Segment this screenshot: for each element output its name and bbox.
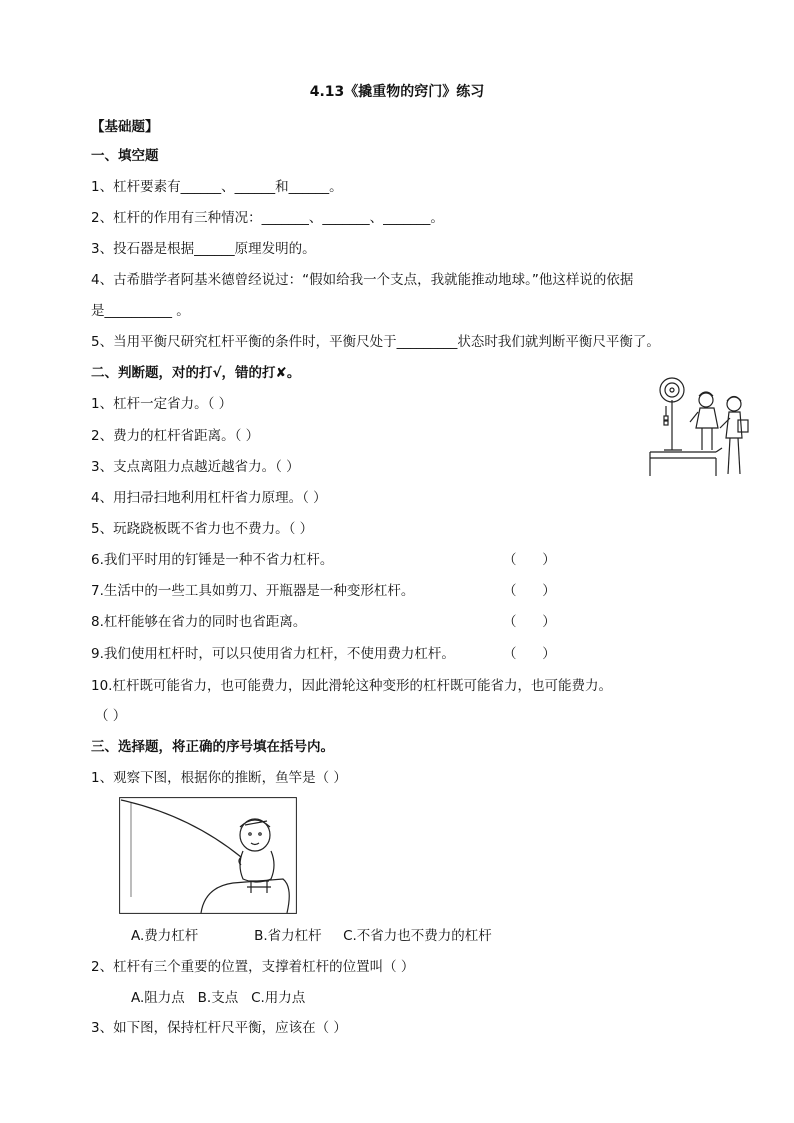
fill-question-2: 2、杠杆的作用有三种情况：_______、_______、_______。	[91, 210, 444, 226]
choice-question-1: 1、观察下图，根据你的推断，鱼竿是（ ）	[91, 770, 347, 786]
choice-question-1-options: A.费力杠杆 B.省力杠杆 C.不省力也不费力的杠杆	[131, 928, 492, 944]
part1-heading: 一、填空题	[91, 148, 159, 164]
judge-question-10-line2: （ ）	[95, 708, 127, 724]
fishing-illustration	[119, 797, 297, 914]
judge-answer-paren-8: （ ）	[503, 614, 556, 630]
judge-answer-paren-9: （ ）	[503, 646, 556, 662]
judge-question-7: 7.生活中的一些工具如剪刀、开瓶器是一种变形杠杆。	[91, 583, 415, 599]
judge-answer-paren-6: （ ）	[503, 552, 556, 568]
judge-question-9: 9.我们使用杠杆时，可以只使用省力杠杆，不使用费力杠杆。	[91, 646, 455, 662]
judge-question-4: 4、用扫帚扫地利用杠杆省力原理。（ ）	[91, 490, 327, 506]
page-title: 4.13《撬重物的窍门》练习	[309, 84, 485, 100]
judge-question-2: 2、费力的杠杆省距离。（ ）	[91, 428, 260, 444]
judge-question-3: 3、支点离阻力点越近越省力。（ ）	[91, 459, 300, 475]
balance-ruler-illustration	[646, 370, 756, 478]
judge-question-6: 6.我们平时用的钉锤是一种不省力杠杆。	[91, 552, 334, 568]
judge-question-1: 1、杠杆一定省力。（ ）	[91, 396, 233, 412]
fill-question-3: 3、投石器是根据______原理发明的。	[91, 241, 316, 257]
fill-question-4-line2: 是__________ 。	[91, 303, 190, 319]
fill-question-5: 5、当用平衡尺研究杠杆平衡的条件时，平衡尺处于_________状态时我们就判断平衡尺平衡了。	[91, 334, 660, 350]
judge-question-8: 8.杠杆能够在省力的同时也省距离。	[91, 614, 307, 630]
section-basic: 【基础题】	[91, 119, 159, 135]
part2-heading: 二、判断题，对的打√，错的打✘。	[91, 365, 301, 381]
choice-question-2: 2、杠杆有三个重要的位置，支撑着杠杆的位置叫（ ）	[91, 959, 415, 975]
choice-question-3: 3、如下图，保持杠杆尺平衡，应该在（ ）	[91, 1020, 347, 1036]
judge-question-5: 5、玩跷跷板既不省力也不费力。（ ）	[91, 521, 314, 537]
judge-answer-paren-7: （ ）	[503, 583, 556, 599]
judge-question-10-line1: 10.杠杆既可能省力，也可能费力，因此滑轮这种变形的杠杆既可能省力，也可能费力。	[91, 678, 612, 694]
fill-question-4-line1: 4、古希腊学者阿基米德曾经说过：“假如给我一个支点，我就能推动地球。”他这样说的依据	[91, 272, 634, 288]
choice-question-2-options: A.阻力点 B.支点 C.用力点	[131, 990, 306, 1006]
fill-question-1: 1、杠杆要素有______、______和______。	[91, 179, 343, 195]
part3-heading: 三、选择题，将正确的序号填在括号内。	[91, 739, 334, 755]
